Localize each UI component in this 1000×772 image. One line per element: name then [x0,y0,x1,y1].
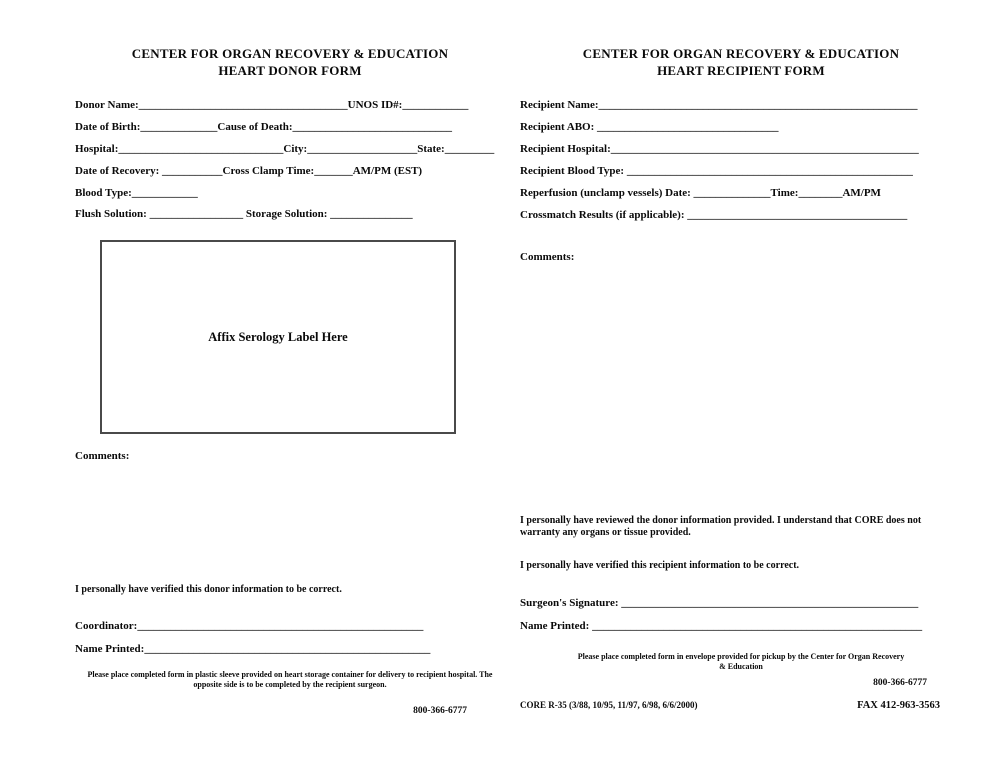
donor-name-line: Donor Name:______________________________________UNOS ID#:____________ [75,99,469,111]
serology-label-text: Affix Serology Label Here [208,329,348,344]
coordinator-line: Coordinator:____________________________________________________ [75,620,424,632]
donor-footer-note: Please place completed form in plastic sleeve provided on heart storage container for delivery to recipient hospital. The opposite side is to be completed by the recipient surgeon. [87,670,493,689]
donor-verification-text: I personally have verified this donor information to be correct. [75,584,342,595]
crossmatch-line: Crossmatch Results (if applicable): ________________________________________ [520,209,908,221]
form-code: CORE R-35 (3/88, 10/95, 11/97, 6/98, 6/6/2000) [520,700,698,710]
surgeon-signature-line: Surgeon's Signature: ______________________________________________________ [520,597,919,609]
serology-label-box [100,240,456,434]
recipient-review-text: I personally have reviewed the donor information provided. I understand that CORE does not warranty any organs or tissue provided. [520,515,922,538]
donor-hospital-line: Hospital:______________________________City:____________________State:_________ [75,143,495,155]
donor-form-title: CENTER FOR ORGAN RECOVERY & EDUCATION [131,46,449,61]
donor-blood-type-line: Blood Type:____________ [75,187,198,199]
donor-name-printed-line: Name Printed:____________________________________________________ [75,643,431,655]
recipient-comments-label: Comments: [520,251,575,263]
recipient-bottom-row [520,700,962,711]
heart-recipient-form-panel [520,0,962,772]
recipient-name-printed-line: Name Printed: ____________________________________________________________ [520,620,923,632]
donor-recovery-line: Date of Recovery: ___________Cross Clamp Time:_______AM/PM (EST) [75,165,423,177]
recipient-footer-note: Please place completed form in envelope provided for pickup by the Center for Organ Recovery & Education [577,652,905,671]
donor-dob-line: Date of Birth:______________Cause of Death:_____________________________ [75,121,453,133]
donor-comments-label: Comments: [75,450,130,462]
heart-donor-form-panel [75,0,505,772]
donor-form-subtitle: HEART DONOR FORM [218,63,362,78]
donor-flush-line: Flush Solution: _________________ Storage Solution: _______________ [75,208,413,220]
fax-number: FAX 412-963-3563 [857,700,940,711]
recipient-hospital-line: Recipient Hospital:________________________________________________________ [520,143,919,155]
recipient-verification-text: I personally have verified this recipient information to be correct. [520,560,800,571]
recipient-abo-line: Recipient ABO: _________________________________ [520,121,779,133]
recipient-phone: 800-366-6777 [873,678,927,688]
recipient-form-title: CENTER FOR ORGAN RECOVERY & EDUCATION [582,46,900,61]
recipient-blood-type-line: Recipient Blood Type: ____________________________________________________ [520,165,913,177]
recipient-form-subtitle: HEART RECIPIENT FORM [657,63,825,78]
recipient-name-line: Recipient Name:__________________________________________________________ [520,99,918,111]
reperfusion-line: Reperfusion (unclamp vessels) Date: ______________Time:________AM/PM [520,187,881,199]
donor-phone: 800-366-6777 [413,706,467,716]
